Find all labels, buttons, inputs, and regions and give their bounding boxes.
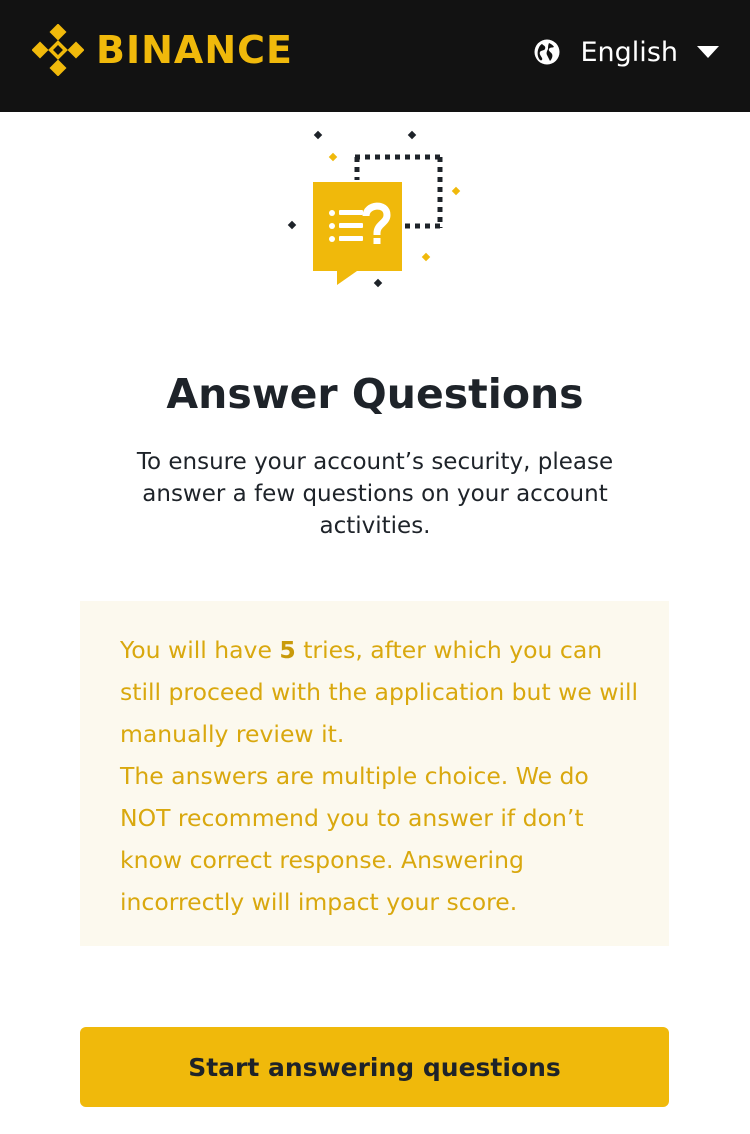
caret-down-icon — [696, 45, 720, 59]
language-selector[interactable] — [533, 30, 721, 74]
page-title: Answer Questions — [166, 370, 584, 418]
page-subtitle: To ensure your account’s security, please answer a few questions on your account activities. — [136, 449, 614, 539]
language-label: English — [580, 36, 678, 68]
list-lines — [329, 210, 363, 242]
globe-icon — [533, 38, 561, 66]
start-answering-label: Start answering questions — [188, 1052, 561, 1082]
speech-bubble — [313, 182, 402, 285]
binance-logo-icon — [32, 24, 84, 76]
notice-box — [80, 601, 669, 946]
top-nav-bar — [0, 0, 750, 112]
start-answering-button[interactable] — [80, 1027, 669, 1107]
notice-multiple-choice-text: The answers are multiple choice. We do NOT recommend you to answer if don’t know correct response. Answering incorrectly will impact your score. — [120, 762, 589, 916]
brand-name: BINANCE — [96, 28, 293, 72]
question-list-icon — [275, 120, 475, 300]
binance-logo[interactable] — [32, 22, 293, 78]
tries-count: 5 — [279, 636, 296, 664]
notice-tries-text: You will have 5 tries, after which you can still proceed with the application but we will manually review it. — [120, 636, 639, 748]
